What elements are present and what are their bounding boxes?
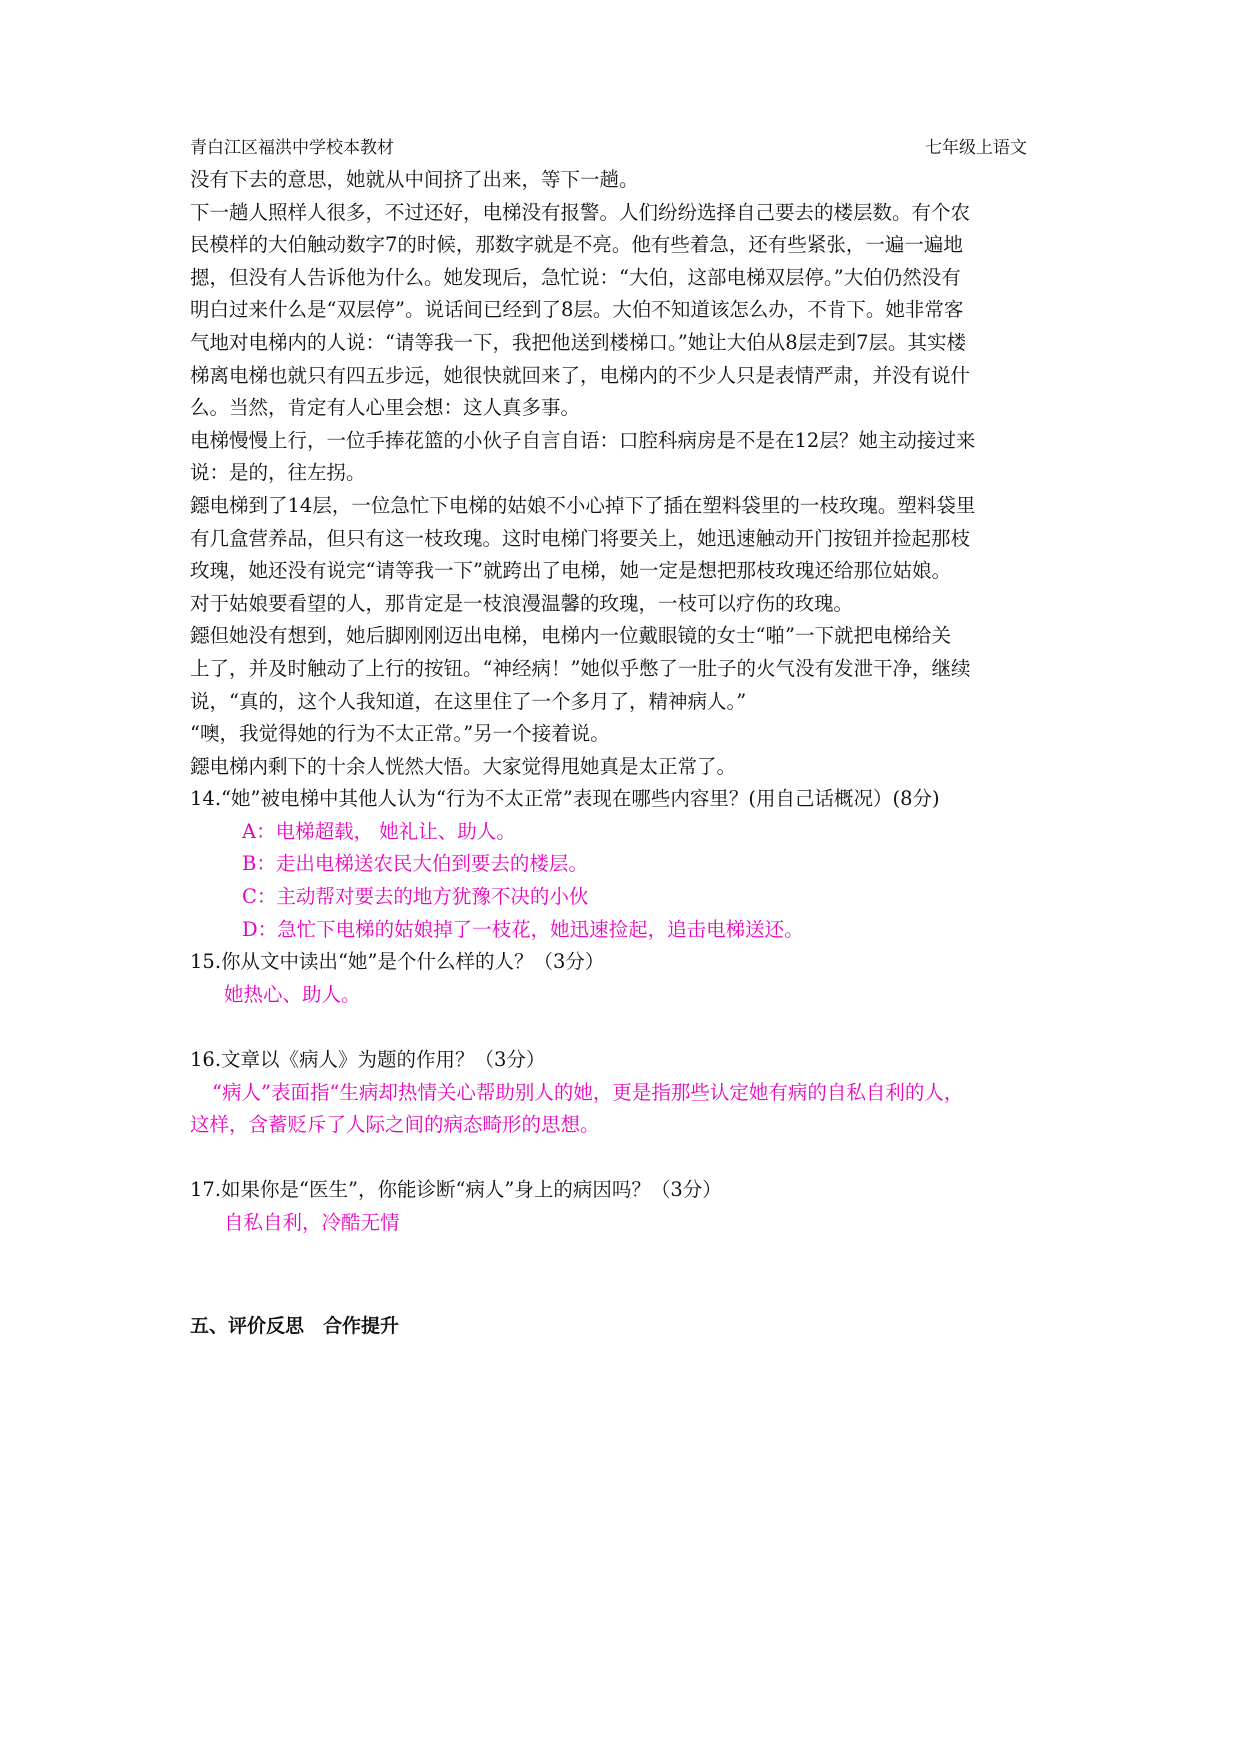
story-line: “噢，我觉得她的行为不太正常。”另一个接着说。 [190, 722, 610, 746]
question-16-text: 16.文章以《病人》为题的作用？（3分） [190, 1048, 546, 1072]
header-grade-subject: 七年级上语文 [925, 138, 1027, 158]
section-heading: 五、评价反思 合作提升 [190, 1314, 400, 1337]
story-line: 没有下去的意思，她就从中间挤了出来，等下一趟。 [190, 168, 639, 191]
story-line: 鐚电梯内剩下的十余人恍然大悟。大家觉得甩她真是太正常了。 [190, 754, 737, 778]
page-header [190, 136, 1027, 160]
question-14 [190, 783, 1070, 946]
spacer [190, 1142, 1070, 1175]
question-14-text: 14.“她”被电梯中其他人认为“行为不太正常”表现在哪些内容里？(用自己话概况）(8分) [190, 787, 940, 811]
story-line: 玫瑰，她还没有说完“请等我一下”就跨出了电梯，她一定是想把那枝玫瑰还给那位姑娘。 [190, 559, 951, 583]
story-line: 明白过来什么是“双层停”。说话间已经到了8层。大伯不知道该怎么办，不肯下。她非常客 [190, 298, 964, 322]
question-15 [190, 946, 1070, 1011]
spacer [190, 1011, 1070, 1044]
document-body [190, 164, 1070, 1342]
question-16-answer-line: “病人”表面指“生病却热情关心帮助别人的她，更是指那些认定她有病的自私自利的人， [212, 1080, 964, 1104]
header-school-name: 青白江区福洪中学校本教材 [190, 138, 394, 158]
story-line: 气地对电梯内的人说：“请等我一下，我把他送到楼梯口。”她让大伯从8层走到7层。其实楼 [190, 330, 967, 354]
question-15-text: 15.你从文中读出“她”是个什么样的人？（3分） [190, 950, 605, 974]
story-line: 鐚电梯到了14层，一位急忙下电梯的姑娘不小心掉下了插在塑料袋里的一枝玫瑰。塑料袋里 [190, 493, 976, 517]
story-line: 有几盒营养品，但只有这一枝玫瑰。这时电梯门将要关上，她迅速触动开门按钮并捡起那枝 [190, 526, 971, 550]
story-line: 下一趟人照样人很多，不过还好，电梯没有报警。人们纷纷选择自己要去的楼层数。有个农 [190, 200, 971, 224]
question-17-answer: 自私自利，冷酷无情 [224, 1211, 400, 1234]
question-15-answer: 她热心、助人。 [224, 982, 361, 1006]
story-line: 摁，但没有人告诉他为什么。她发现后，急忙说：“大伯，这部电梯双层停。”大伯仍然没有 [190, 265, 961, 289]
story-line: 电梯慢慢上行，一位手捧花篮的小伙子自言自语：口腔科病房是不是在12层？她主动接过来 [190, 428, 976, 452]
story-line: 说，“真的，这个人我知道，在这里住了一个多月了，精神病人。” [190, 689, 747, 713]
question-17-text: 17.如果你是“医生”，你能诊断“病人”身上的病因吗？（3分） [190, 1178, 722, 1202]
question-16 [190, 1044, 1070, 1142]
question-14-answer-a: A：电梯超载， 她礼让、助人。 [242, 819, 516, 843]
question-14-answer-d: D：急忙下电梯的姑娘掉了一枝花，她迅速捡起，追击电梯送还。 [242, 917, 804, 941]
question-14-answer-b: B：走出电梯送农民大伯到要去的楼层。 [242, 852, 588, 876]
spacer [190, 1240, 1070, 1310]
story-line: 对于姑娘要看望的人，那肯定是一枝浪漫温馨的玫瑰，一枝可以疗伤的玫瑰。 [190, 591, 854, 615]
story-text [190, 164, 1070, 783]
question-16-answer-line: 这样，含蓄贬斥了人际之间的病态畸形的思想。 [190, 1113, 600, 1137]
question-14-answer-c: C：主动帮对要去的地方犹豫不决的小伙 [242, 885, 589, 909]
story-line: 鐚但她没有想到，她后脚刚刚迈出电梯，电梯内一位戴眼镜的女士“啪”一下就把电梯给关 [190, 624, 951, 648]
story-line: 上了，并及时触动了上行的按钮。“神经病！”她似乎憋了一肚子的火气没有发泄干净，继续 [190, 656, 971, 680]
story-line: 梯离电梯也就只有四五步远，她很快就回来了，电梯内的不少人只是表情严肃，并没有说什 [190, 363, 971, 387]
story-line: 说：是的，往左拐。 [190, 461, 366, 485]
question-17 [190, 1174, 1070, 1239]
story-line: 民模样的大伯触动数字7的时候，那数字就是不亮。他有些着急，还有些紧张，一遍一遍地 [190, 233, 963, 257]
story-line: 么。当然，肯定有人心里会想：这人真多事。 [190, 396, 581, 420]
